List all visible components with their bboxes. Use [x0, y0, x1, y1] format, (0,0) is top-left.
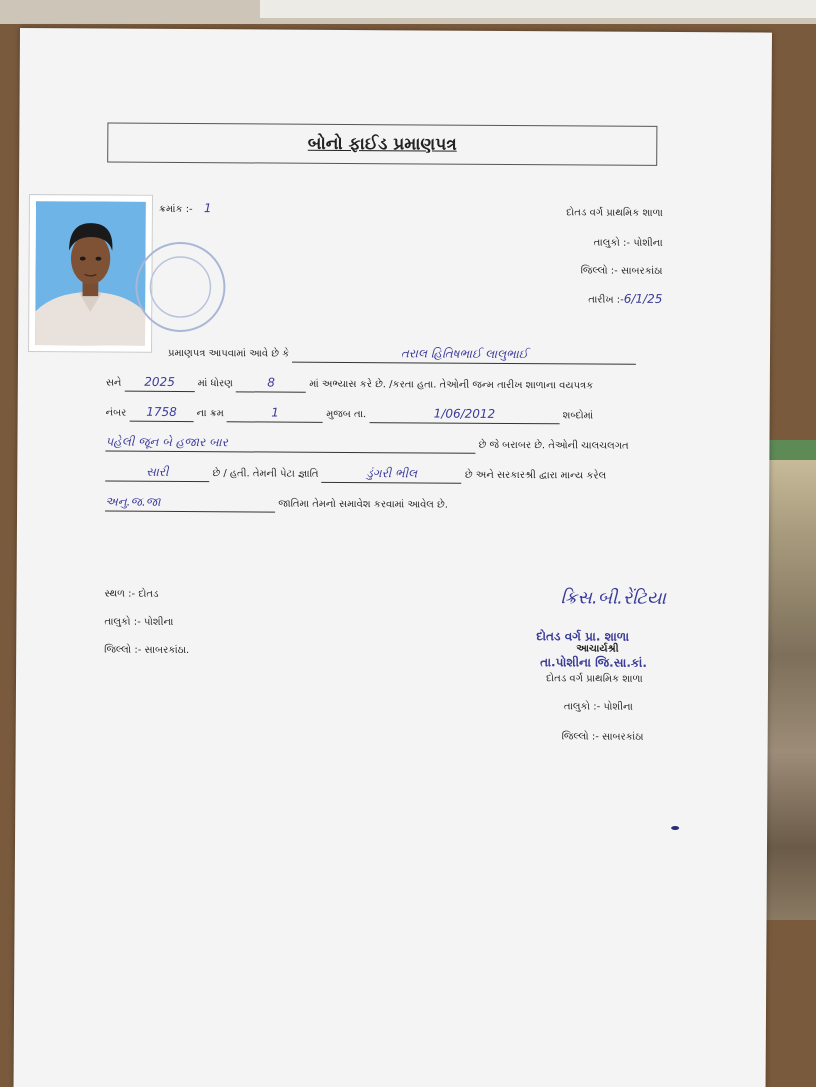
dob-field — [369, 406, 559, 424]
serial-no-value: 1 — [271, 405, 279, 420]
student-name-field — [292, 346, 636, 365]
body-line-6 — [105, 495, 448, 514]
category-field — [105, 495, 275, 513]
school-name: દોતડ વર્ગ પ્રાથમિક શાળા — [566, 207, 663, 219]
body-line-5 — [105, 465, 606, 485]
serial-row — [159, 201, 212, 215]
body-line-3 — [106, 405, 594, 425]
year-field — [125, 375, 195, 392]
student-name: તરાલ હિતિષભાઈ લાલુભાઈ — [400, 346, 529, 362]
dob-words-field — [105, 435, 475, 454]
line3-mid2: મુજબ તા. — [326, 408, 367, 421]
line3-prefix: નંબર — [105, 407, 127, 419]
taluka-header: તાલુકો :- પોશીના — [593, 237, 663, 249]
dob-words-value: પહેલી જૂન બે હજાર બાર — [105, 434, 228, 450]
school-seal-faint — [130, 237, 231, 338]
school-footer: દોતડ વર્ગ પ્રાથમિક શાળા — [546, 673, 643, 685]
conduct-value: સારી — [146, 464, 169, 479]
body-line-2 — [106, 375, 594, 395]
line5-suffix: છે અને સરકારશ્રી દ્વારા માન્ય કરેલ — [464, 469, 607, 482]
serial-no-field — [227, 405, 323, 423]
stamp-line-2: તા.પોશીના જિ.સા.કાં. — [540, 655, 647, 670]
subcaste-field — [322, 466, 462, 484]
subcaste-value: ડુંગરી ભીલ — [366, 466, 418, 481]
stamp-line-1: દોતડ વર્ગ પ્રા. શાળા — [536, 629, 630, 644]
district-footer-left: જિલ્લો :- સાબરકાંઠા. — [104, 644, 190, 657]
line6-suffix: જાતિમા તેમનો સમાવેશ કરવામાં આવેલ છે. — [278, 498, 449, 511]
date-label: તારીખ :- — [588, 294, 624, 306]
taluka-footer-right: તાલુકો :- પોશીના — [563, 701, 633, 713]
std-value: 8 — [267, 375, 275, 390]
register-value: 1758 — [146, 404, 177, 419]
certificate-sheet — [14, 28, 772, 1087]
title-box — [107, 123, 657, 166]
principal-signature: ક્રિસ.બી.રેંટિયા — [560, 587, 666, 609]
body-line-4 — [105, 435, 628, 455]
background-paper — [260, 0, 816, 18]
taluka-footer-left: તાલુકો :- પોશીના — [104, 616, 174, 628]
line3-suffix: શબ્દોમાં — [562, 410, 594, 422]
line4-suffix: છે જે બરાબર છે. તેઓની ચાલચલગત — [478, 439, 629, 452]
conduct-field — [105, 465, 209, 483]
date-value: 6/1/25 — [623, 291, 663, 306]
serial-label: ક્રમાંક :- — [158, 203, 193, 216]
line1-label: પ્રમાણપત્ર આપવામાં આવે છે કે — [167, 347, 290, 360]
district-header: જિલ્લો :- સાબરકાંઠા — [580, 265, 663, 277]
place-label: સ્થળ :- દોતડ — [104, 588, 159, 600]
line5-mid: છે / હતી. તેમની પેટા જ્ઞાતિ — [212, 468, 319, 480]
line3-mid: ના ક્રમ — [196, 408, 224, 420]
designation: આચાર્યશ્રી — [576, 643, 619, 655]
dob-value: 1/06/2012 — [433, 406, 496, 421]
line2-suffix: માં અભ્યાસ કરે છે. /કરતા હતા. તેઓની જન્મ તારીખ શાળાના વયપત્રક — [309, 378, 594, 392]
register-field — [129, 405, 193, 422]
serial-value: 1 — [203, 201, 212, 216]
body-line-1 — [168, 345, 637, 365]
certificate-title: બોનો ફાઈડ પ્રમાણપત્ર — [307, 133, 457, 155]
line2-mid: માં ધોરણ — [197, 378, 233, 390]
district-footer-right: જિલ્લો :- સાબરકાંઠા — [561, 731, 644, 743]
category-value: અનુ.જ.જા — [105, 494, 161, 509]
std-field — [236, 375, 306, 392]
year-value: 2025 — [144, 374, 175, 389]
ink-spot — [671, 826, 679, 830]
line2-prefix: સને — [105, 377, 122, 389]
date-row — [588, 291, 662, 305]
